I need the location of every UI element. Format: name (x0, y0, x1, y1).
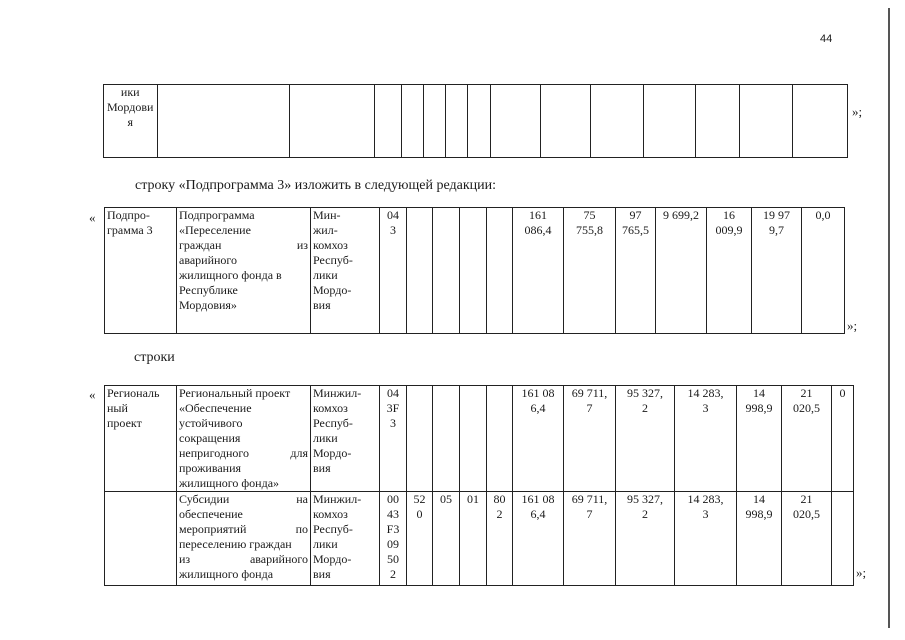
open-quote-sub3: « (89, 210, 96, 225)
table-row (105, 386, 854, 492)
subsidy-value-5: 14 998,9 (737, 492, 782, 586)
subsidy-value-6: 21 020,5 (782, 492, 832, 586)
sub3-value-3: 97 765,5 (616, 208, 656, 334)
sub3-value-6: 19 97 9,7 (752, 208, 802, 334)
sub3-name-cell: Подпро- грамма 3 (105, 208, 177, 334)
regional-value-total: 161 08 6,4 (513, 386, 564, 492)
sub3-value-5: 16 009,9 (707, 208, 752, 334)
sub3-closing-quote: »; (847, 318, 858, 333)
regional-project-table (104, 385, 854, 586)
sub3-value-4: 9 699,2 (656, 208, 707, 334)
page-number: 44 (820, 33, 833, 45)
subsidy-code-3-cell: 05 (433, 492, 460, 586)
regional-value-5: 14 998,9 (737, 386, 782, 492)
sub3-grbs-cell: 04 3 (380, 208, 407, 334)
regional-value-6: 21 020,5 (782, 386, 832, 492)
subsidy-code-cell: 00 43 F3 09 50 2 (380, 492, 407, 586)
regional-name-cell: Региональ ный проект (105, 386, 177, 492)
regional-value-7: 0 (832, 386, 854, 492)
sub3-value-7: 0,0 (802, 208, 845, 334)
sub3-value-total: 161 086,4 (513, 208, 564, 334)
subsidy-code-4-cell: 01 (460, 492, 487, 586)
open-quote-regional: « (89, 387, 96, 402)
subsidy-value-4: 14 283, 3 (675, 492, 737, 586)
regional-closing-quote: »; (856, 565, 867, 580)
instruction-subprogram-3: строку «Подпрограмма 3» изложить в следующей редакции: (135, 178, 496, 193)
sub3-title-cell: Подпрограмма «Переселение граждан из аварийного жилищного фонда в Республике Мордовия» (177, 208, 311, 334)
fragment-closing-quote: »; (852, 104, 863, 119)
regional-value-2: 69 711, 7 (564, 386, 616, 492)
subsidy-code-5-cell: 80 2 (487, 492, 513, 586)
sub3-executor-cell: Мин- жил- комхоз Респуб- лики Мордо- вия (311, 208, 380, 334)
regional-title-cell: Региональный проект «Обеспечение устойчивого сокращения непригодного для проживания жилищного фонда» (177, 386, 311, 492)
page-edge (888, 8, 890, 628)
subprogram-3-table (104, 207, 845, 334)
subsidy-code-2-cell: 52 0 (407, 492, 433, 586)
subsidy-executor-cell: Минжил- комхоз Респуб- лики Мордо- вия (311, 492, 380, 586)
fragment-name-cell: ики Мордови я (104, 85, 158, 158)
subsidy-value-2: 69 711, 7 (564, 492, 616, 586)
sub3-value-2: 75 755,8 (564, 208, 616, 334)
subsidy-value-3: 95 327, 2 (616, 492, 675, 586)
table-row (105, 492, 854, 586)
fragment-table (103, 84, 848, 158)
subsidy-title-cell: Субсидии на обеспечение мероприятий по переселению граждан из аварийного жилищного фонда (177, 492, 311, 586)
subsidy-value-total: 161 08 6,4 (513, 492, 564, 586)
instruction-rows: строки (134, 350, 175, 365)
regional-executor-cell: Минжил- комхоз Респуб- лики Мордо- вия (311, 386, 380, 492)
regional-value-4: 14 283, 3 (675, 386, 737, 492)
regional-value-3: 95 327, 2 (616, 386, 675, 492)
regional-grbs-cell: 04 3F 3 (380, 386, 407, 492)
